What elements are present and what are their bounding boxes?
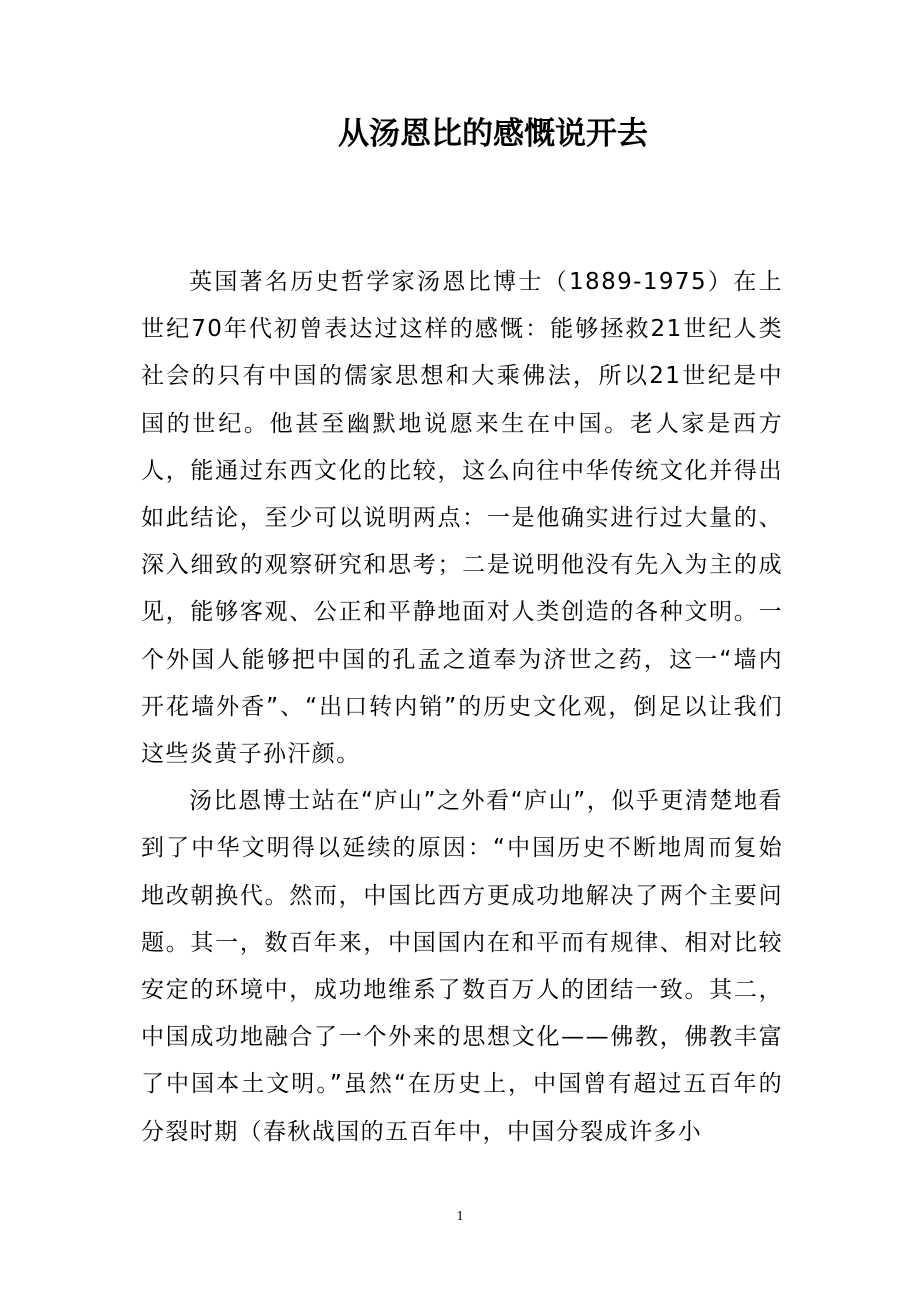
paragraph: 英国著名历史哲学家汤恩比博士（1889-1975）在上世纪70年代初曾表达过这样的感慨：能够拯救21世纪人类社会的只有中国的儒家思想和大乘佛法，所以21世纪是中国的世纪。他甚至幽默地说愿来生在中国。老人家是西方人，能通过东西文化的比较，这么向往中华传统文化并得出如此结论，至少可以说明两点：一是他确实进行过大量的、深入细致的观察研究和思考；二是说明他没有先入为主的成见，能够客观、公正和平静地面对人类创造的各种文明。一个外国人能够把中国的孔孟之道奉为济世之药，这一“墙内开花墙外香”、“出口转内销”的历史文化观，倒足以让我们这些炎黄子孙汗颜。: [141, 269, 783, 768]
page-number: 1: [456, 1209, 464, 1224]
paragraph: 汤比恩博士站在“庐山”之外看“庐山”，似乎更清楚地看到了中华文明得以延续的原因：“中国历史不断地周而复始地改朝换代。然而，中国比西方更成功地解决了两个主要问题。其一，数百年来，中国国内在和平而有规律、相对比较安定的环境中，成功地维系了数百万人的团结一致。其二，中国成功地融合了一个外来的思想文化——佛教，佛教丰富了中国本土文明。”虽然“在历史上，中国曾有超过五百年的分裂时期（春秋战国的五百年中，中国分裂成许多小: [141, 788, 783, 1145]
document-title: 从汤恩比的感慨说开去: [338, 116, 648, 152]
document-body: [141, 259, 783, 1156]
